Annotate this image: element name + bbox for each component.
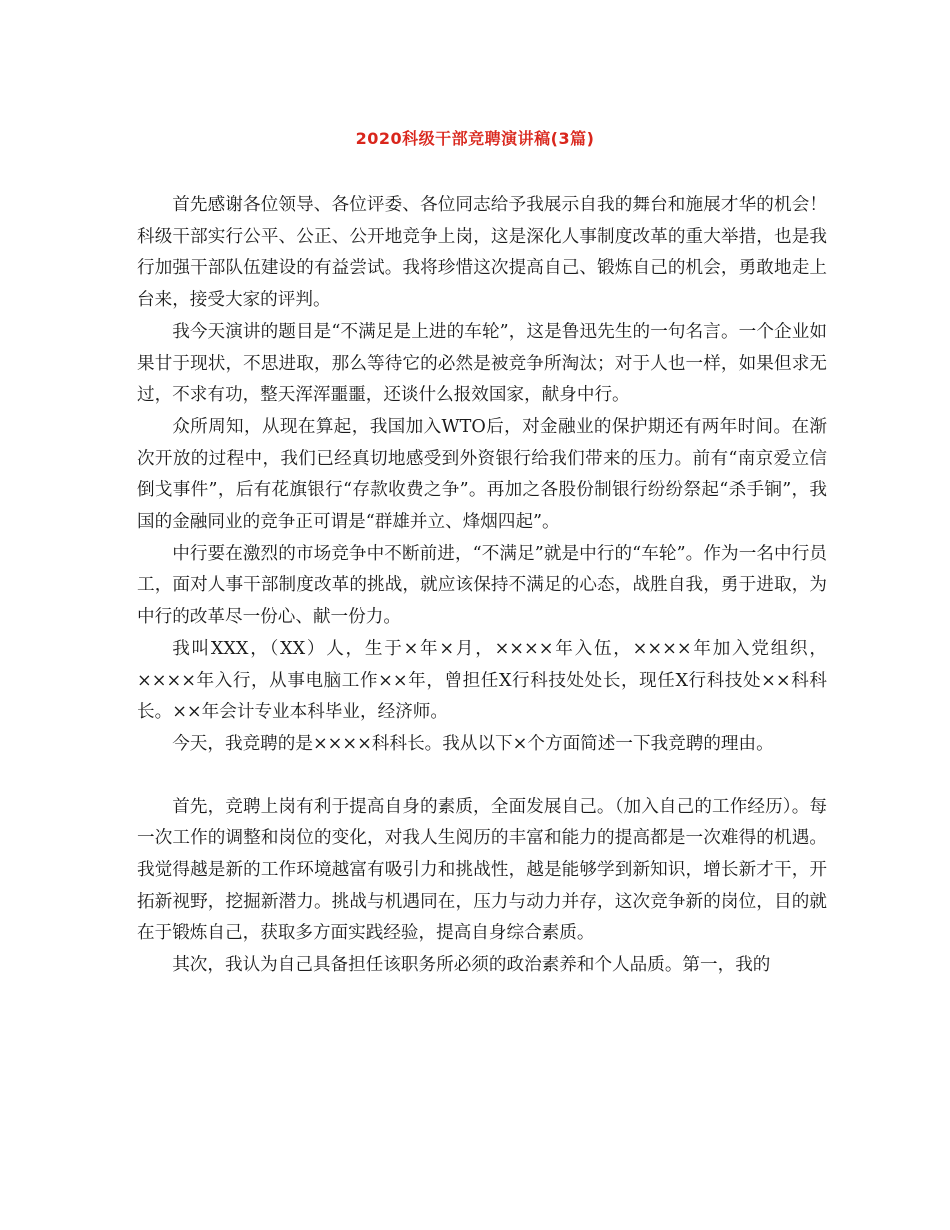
- paragraph-spacer: [137, 761, 827, 792]
- paragraph: 首先，竞聘上岗有利于提高自身的素质，全面发展自己。（加入自己的工作经历）。每一次工作的调整和岗位的变化，对我人生阅历的丰富和能力的提高都是一次难得的机遇。我觉得越是新的工作环境越富有吸引力和挑战性，越是能够学到新知识，增长新才干，开拓新视野，挖掘新潜力。挑战与机遇同在，压力与动力并存，这次竞争新的岗位，目的就在于锻炼自己，获取多方面实践经验，提高自身综合素质。: [137, 796, 827, 944]
- paragraph: 中行要在激烈的市场竞争中不断前进，“不满足”就是中行的“车轮”。作为一名中行员工，面对人事干部制度改革的挑战，就应该保持不满足的心态，战胜自我，勇于进取，为中行的改革尽一份心、献一份力。: [137, 543, 827, 628]
- paragraph: 其次，我认为自己具备担任该职务所必须的政治素养和个人品质。第一，我的: [172, 955, 771, 976]
- document-body: [137, 190, 827, 982]
- paragraph: 今天，我竞聘的是××××科科长。我从以下×个方面简述一下我竞聘的理由。: [172, 733, 774, 754]
- paragraph: 首先感谢各位领导、各位评委、各位同志给予我展示自我的舞台和施展才华的机会！科级干部实行公平、公正、公开地竞争上岗，这是深化人事制度改革的重大举措，也是我行加强干部队伍建设的有益尝试。我将珍惜这次提高自己、锻炼自己的机会，勇敢地走上台来，接受大家的评判。: [137, 195, 827, 311]
- paragraph: 众所周知，从现在算起，我国加入WTO后，对金融业的保护期还有两年时间。在渐次开放的过程中，我们已经真切地感受到外资银行给我们带来的压力。前有“南京爱立信倒戈事件”，后有花旗银行“存款收费之争”。再加之各股份制银行纷纷祭起“杀手锏”，我国的金融同业的竞争正可谓是“群雄并立、烽烟四起”。: [137, 416, 827, 533]
- paragraph: 我今天演讲的题目是“不满足是上进的车轮”，这是鲁迅先生的一句名言。一个企业如果甘于现状，不思进取，那么等待它的必然是被竞争所淘汰；对于人也一样，如果但求无过，不求有功，整天浑浑噩噩，还谈什么报效国家，献身中行。: [137, 321, 827, 406]
- document-title: 2020科级干部竞聘演讲稿(3篇): [355, 129, 595, 148]
- paragraph: 我叫XXX，（XX）人，生于×年×月，××××年入伍，××××年加入党组织，××××年入行，从事电脑工作××年，曾担任X行科技处处长，现任X行科技处××科科长。××年会计专业本科毕业，经济师。: [137, 638, 827, 723]
